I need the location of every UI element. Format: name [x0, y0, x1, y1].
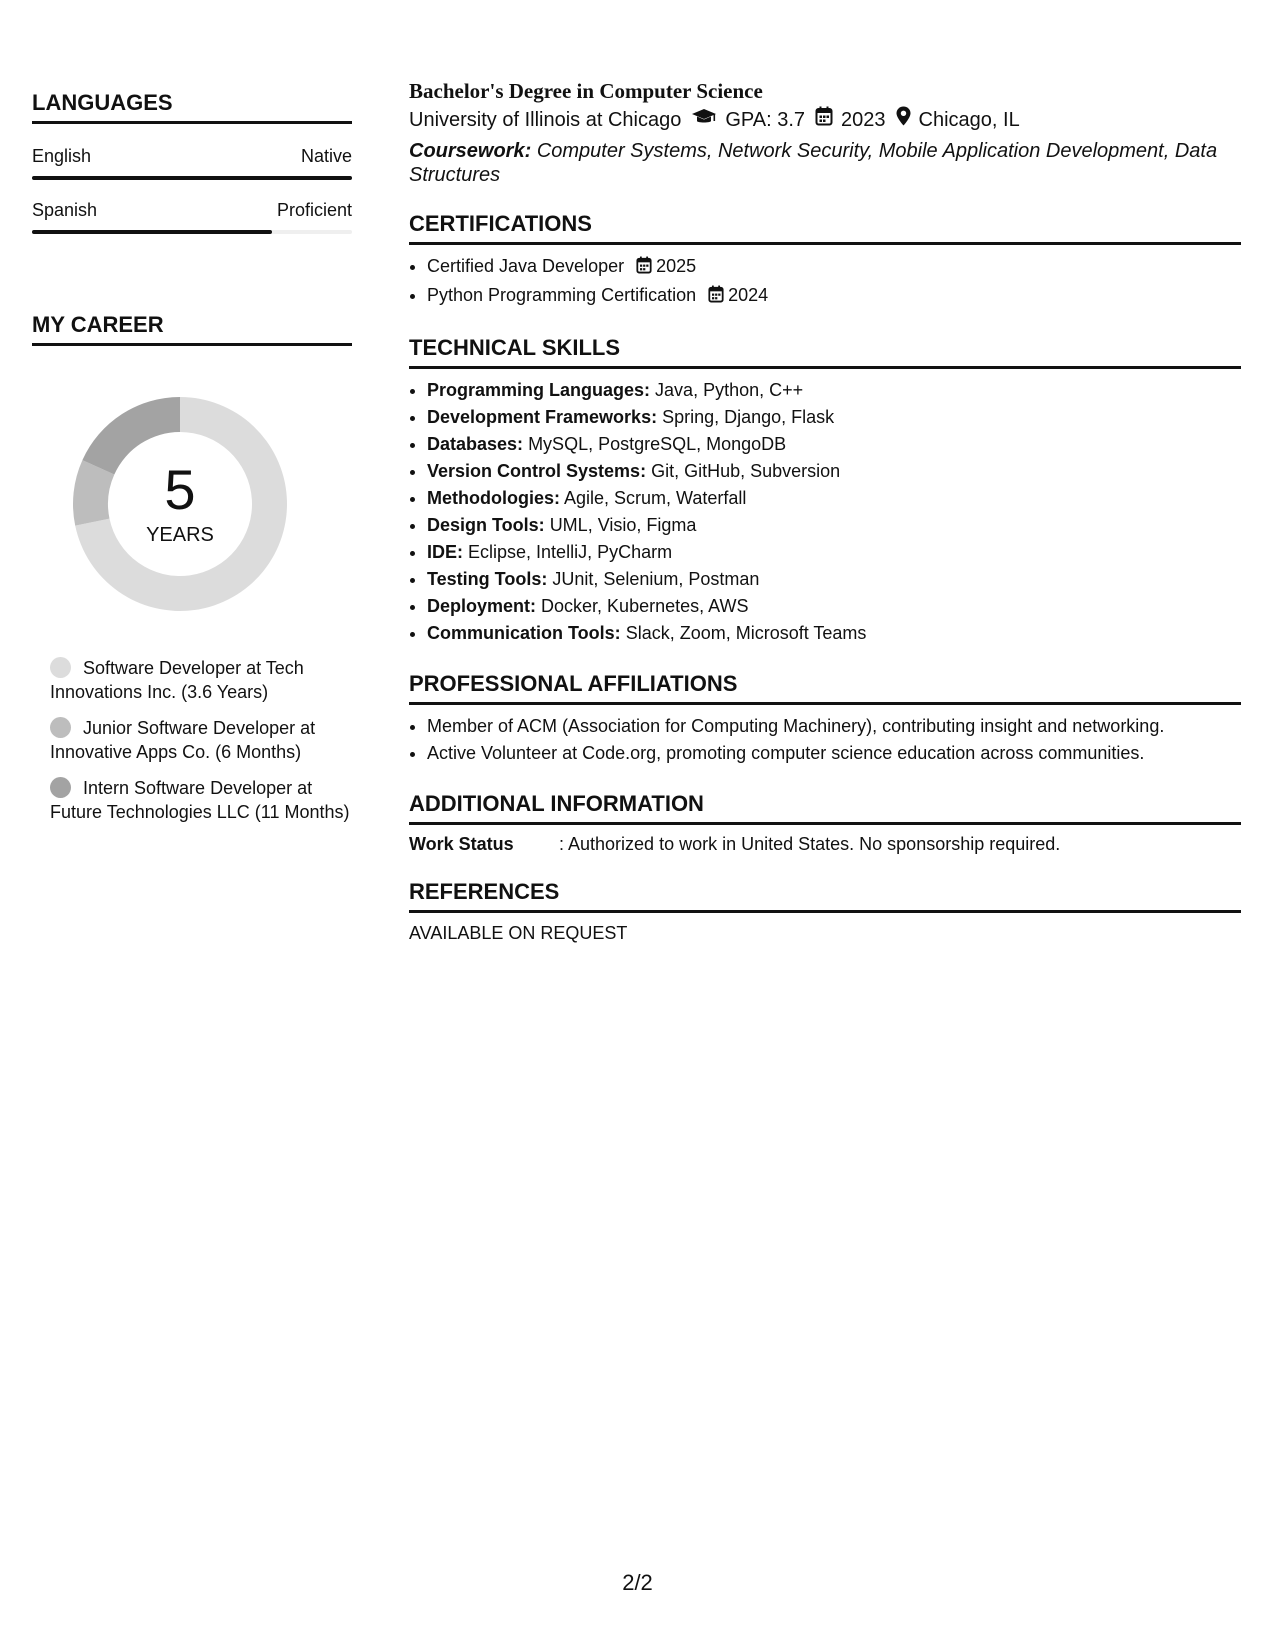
right-column	[409, 78, 1241, 944]
skill-label: Databases:	[427, 434, 524, 454]
language-level: Proficient	[276, 200, 352, 220]
language-bar-fill	[32, 230, 272, 234]
career-legend-label: Junior Software Developer at Innovative Apps Co. (6 Months)	[50, 718, 316, 762]
skill-label: Programming Languages:	[427, 380, 651, 400]
languages-heading: LANGUAGES	[32, 90, 352, 124]
skill-label: Design Tools:	[427, 515, 545, 535]
skill-item	[427, 512, 1241, 539]
work-status-label: Work Status	[409, 834, 514, 854]
language-name: English	[32, 146, 92, 166]
work-status-value: : Authorized to work in United States. No sponsorship required.	[559, 834, 1061, 854]
skill-label: IDE:	[427, 542, 463, 562]
coursework	[409, 139, 1241, 187]
skill-value: Eclipse, IntelliJ, PyCharm	[468, 542, 673, 562]
career-legend-label: Intern Software Developer at Future Technologies LLC (11 Months)	[50, 778, 350, 822]
career-legend-label: Software Developer at Tech Innovations Inc. (3.6 Years)	[50, 658, 304, 702]
degree-meta	[409, 106, 1241, 133]
language-level: Native	[300, 146, 352, 166]
skill-item	[427, 377, 1241, 404]
skill-item	[427, 458, 1241, 485]
language-row	[32, 146, 352, 167]
coursework-list: Computer Systems, Network Security, Mobile Application Development, Data Structures	[409, 140, 1218, 186]
calendar-icon	[815, 106, 833, 133]
skill-value: Java, Python, C++	[655, 380, 804, 400]
left-column	[32, 90, 352, 836]
skill-label: Development Frameworks:	[427, 407, 658, 427]
career-total	[64, 388, 296, 620]
certification-year: 2024	[728, 285, 769, 305]
skill-label: Testing Tools:	[427, 569, 548, 589]
affiliations-heading: PROFESSIONAL AFFILIATIONS	[409, 671, 1241, 705]
skill-value: UML, Visio, Figma	[549, 515, 697, 535]
skill-value: Git, GitHub, Subversion	[651, 461, 841, 481]
legend-dot	[50, 777, 71, 798]
certifications-list	[409, 253, 1241, 311]
skill-item	[427, 485, 1241, 512]
certifications-heading: CERTIFICATIONS	[409, 211, 1241, 245]
skill-value: Slack, Zoom, Microsoft Teams	[625, 623, 867, 643]
career-legend-item	[50, 656, 352, 704]
language-name: Spanish	[32, 200, 98, 220]
certification-year: 2025	[656, 256, 697, 276]
skill-label: Communication Tools:	[427, 623, 621, 643]
skill-label: Version Control Systems:	[427, 461, 647, 481]
skills-list	[409, 377, 1241, 647]
location-pin-icon	[896, 106, 911, 133]
language-bar	[32, 230, 352, 234]
legend-dot	[50, 657, 71, 678]
skills-heading: TECHNICAL SKILLS	[409, 335, 1241, 369]
references-text: AVAILABLE ON REQUEST	[409, 923, 628, 943]
certification-item	[427, 282, 1241, 311]
certification-name: Certified Java Developer	[427, 256, 625, 276]
career-total-unit: YEARS	[146, 523, 214, 546]
references-heading: REFERENCES	[409, 879, 1241, 913]
page-number: 2/2	[622, 1570, 653, 1595]
certification-name: Python Programming Certification	[427, 285, 697, 305]
additional-info-heading: ADDITIONAL INFORMATION	[409, 791, 1241, 825]
calendar-icon	[636, 255, 652, 282]
location: Chicago, IL	[918, 108, 1020, 131]
degree-title: Bachelor's Degree in Computer Science	[409, 79, 763, 103]
career-heading: MY CAREER	[32, 312, 352, 346]
skill-item	[427, 620, 1241, 647]
calendar-icon	[708, 284, 724, 311]
skill-value: MySQL, PostgreSQL, MongoDB	[528, 434, 787, 454]
skill-label: Methodologies:	[427, 488, 560, 508]
skill-item	[427, 566, 1241, 593]
career-legend-item	[50, 716, 352, 764]
language-bar	[32, 176, 352, 180]
skill-value: Spring, Django, Flask	[662, 407, 835, 427]
work-status-row	[409, 834, 1241, 855]
affiliation-item: • Active Volunteer at Code.org, promoting computer science education across communities.	[427, 740, 1241, 767]
graduation-cap-icon	[691, 107, 717, 133]
skill-item	[427, 593, 1241, 620]
graduation-year: 2023	[841, 108, 886, 131]
skill-item	[427, 431, 1241, 458]
language-bar-fill	[32, 176, 352, 180]
affiliation-item: • Member of ACM (Association for Computing Machinery), contributing insight and networking.	[427, 713, 1241, 740]
language-row	[32, 200, 352, 221]
skill-item	[427, 539, 1241, 566]
career-total-value: 5	[164, 457, 196, 521]
certification-item	[427, 253, 1241, 282]
career-legend	[50, 656, 352, 824]
skill-label: Deployment:	[427, 596, 537, 616]
affiliations-list	[409, 713, 1241, 767]
skill-value: JUnit, Selenium, Postman	[552, 569, 760, 589]
career-donut-chart	[64, 388, 296, 620]
skill-value: Agile, Scrum, Waterfall	[564, 488, 747, 508]
gpa: GPA: 3.7	[725, 108, 806, 131]
skill-item	[427, 404, 1241, 431]
coursework-label: Coursework:	[409, 140, 532, 162]
languages-list	[32, 146, 352, 234]
skill-value: Docker, Kubernetes, AWS	[541, 596, 749, 616]
career-legend-item	[50, 776, 352, 824]
school-name: University of Illinois at Chicago	[409, 108, 682, 131]
legend-dot	[50, 717, 71, 738]
